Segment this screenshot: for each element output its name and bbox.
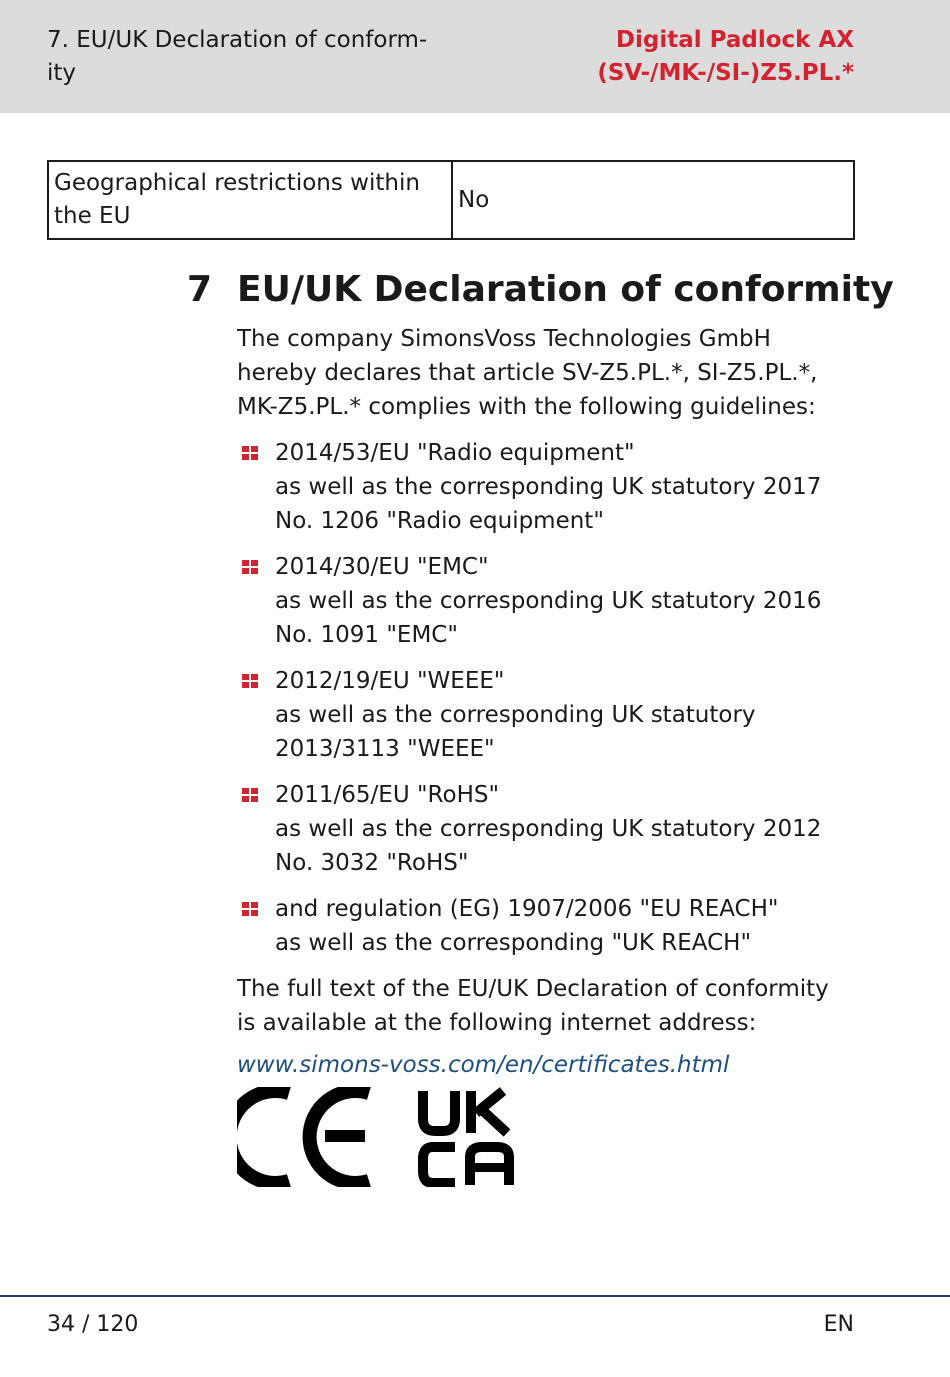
- header-product: Digital Padlock AX (SV-/MK-/SI-)Z5.PL.*: [597, 27, 854, 86]
- bullet-icon: [242, 788, 258, 802]
- guideline-sub: as well as the corresponding UK statutory 2012 No. 3032 "RoHS": [275, 816, 822, 876]
- guideline-list: [237, 436, 852, 960]
- section-title: EU/UK Declaration of conformity: [237, 269, 894, 310]
- table-cell-label: Geographical restrictions within the EU: [48, 161, 452, 239]
- guideline-main: 2012/19/EU "WEEE": [275, 668, 505, 694]
- conformity-marks: [237, 1087, 527, 1187]
- list-item: [237, 436, 852, 538]
- ce-mark-icon: [237, 1091, 369, 1183]
- guideline-sub: as well as the corresponding UK statutory 2017 No. 1206 "Radio equipment": [275, 474, 822, 534]
- table-cell-value: No: [452, 161, 854, 239]
- bullet-icon: [242, 560, 258, 574]
- list-item: [237, 550, 852, 652]
- guideline-sub: as well as the corresponding "UK REACH": [275, 930, 752, 956]
- guideline-main: 2011/65/EU "RoHS": [275, 782, 500, 808]
- header-chapter: 7. EU/UK Declaration of conform-ity: [47, 27, 428, 86]
- guideline-main: 2014/30/EU "EMC": [275, 554, 489, 580]
- section-number: 7: [187, 269, 213, 310]
- ukca-mark-icon: [423, 1091, 509, 1185]
- list-item: [237, 892, 852, 960]
- restrictions-table: [47, 160, 855, 240]
- bullet-icon: [242, 902, 258, 916]
- guideline-main: 2014/53/EU "Radio equipment": [275, 440, 635, 466]
- guideline-sub: as well as the corresponding UK statutory 2016 No. 1091 "EMC": [275, 588, 822, 648]
- list-item: [237, 664, 852, 766]
- guideline-sub: as well as the corresponding UK statutory 2013/3113 "WEEE": [275, 702, 756, 762]
- bullet-icon: [242, 674, 258, 688]
- section-content: [237, 322, 852, 1082]
- footer-divider: [0, 1295, 950, 1297]
- bullet-icon: [242, 446, 258, 460]
- page-header: [0, 0, 950, 113]
- guideline-main: and regulation (EG) 1907/2006 "EU REACH": [275, 896, 779, 922]
- language-code: EN: [823, 1312, 854, 1337]
- list-item: [237, 778, 852, 880]
- page-number: 34 / 120: [47, 1312, 139, 1337]
- certificates-link[interactable]: www.simons-voss.com/en/certificates.html: [237, 1052, 730, 1078]
- intro-paragraph: The company SimonsVoss Technologies GmbH hereby declares that article SV-Z5.PL.*, SI-Z5.PL.*, MK-Z5.PL.* complies with the following guidelines:: [237, 326, 818, 420]
- full-text-paragraph: The full text of the EU/UK Declaration of conformity is available at the following internet address:: [237, 976, 829, 1036]
- table-row: [48, 161, 854, 239]
